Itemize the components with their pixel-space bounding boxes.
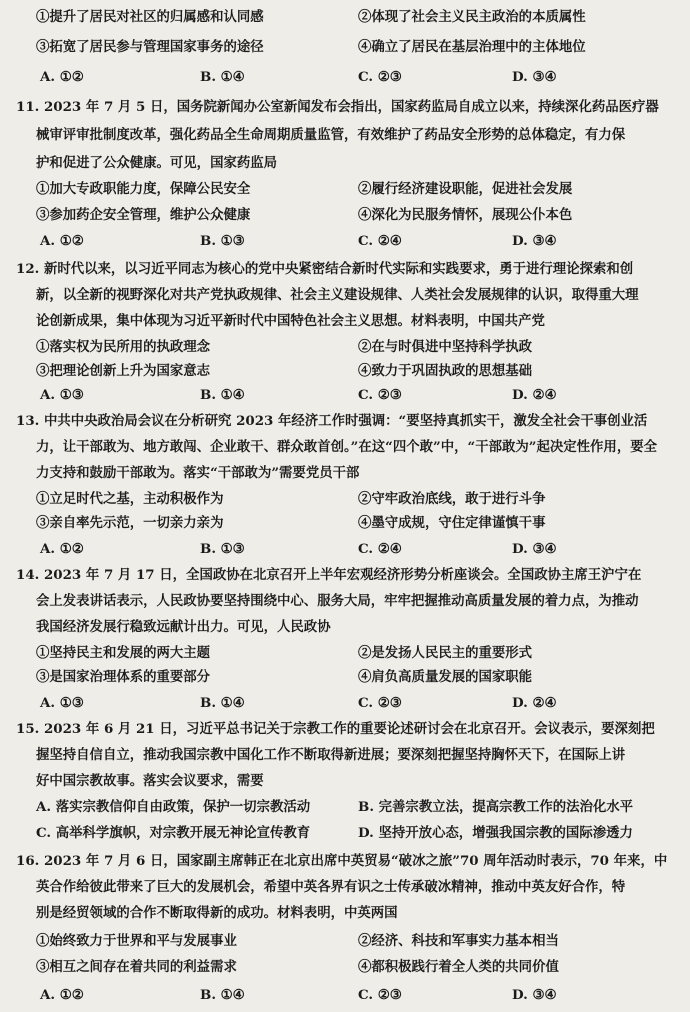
q14-stem-line1	[0, 564, 690, 586]
q16-answer-d[interactable]: D. ③④	[512, 987, 557, 1003]
q16-options-row2	[0, 956, 690, 978]
q12-option-4: ④致力于巩固执政的思想基础	[358, 363, 533, 379]
q14-stem-text: 会上发表讲话表示，人民政协要坚持围绕中心、服务大局，牢牢把握推动高质量发展的着力点，为推动	[36, 593, 639, 609]
q11-stem-line1	[0, 96, 690, 118]
q10-option-1: ①提升了居民对社区的归属感和认同感	[36, 9, 264, 25]
q11-option-1: ①加大专政职能力度，保障公民安全	[36, 181, 251, 197]
q11-answer-b[interactable]: B. ①③	[200, 233, 245, 249]
q16-stem-line1	[0, 850, 690, 872]
q16-answer-a[interactable]: A. ①②	[40, 987, 84, 1003]
q14-stem-line3	[0, 616, 690, 638]
q15-options-row1	[0, 796, 690, 818]
q14-answer-a[interactable]: A. ①③	[40, 695, 84, 711]
q11-answer-a[interactable]: A. ①②	[40, 233, 84, 249]
q15-answer-b[interactable]: B. 完善宗教立法，提高宗教工作的法治化水平	[358, 799, 634, 815]
q12-stem-line2	[0, 284, 690, 306]
q11-answer-d[interactable]: D. ③④	[512, 233, 557, 249]
q11-option-4: ④深化为民服务情怀，展现公仆本色	[358, 207, 573, 223]
q10-option-4: ④确立了居民在基层治理中的主体地位	[358, 39, 586, 55]
q14-stem-text: 我国经济发展行稳致远献计出力。可见，人民政协	[36, 619, 331, 635]
q15-answer-a[interactable]: A. 落实宗教信仰自由政策，保护一切宗教活动	[36, 799, 311, 815]
q16-option-3: ③相互之间存在着共同的利益需求	[36, 959, 237, 975]
q15-stem-text: 好中国宗教故事。落实会议要求，需要	[36, 773, 264, 789]
q14-options-row1	[0, 642, 690, 664]
q13-option-4: ④墨守成规，守住定律谨慎干事	[358, 515, 546, 531]
q15-stem-text: 握坚持自信自立，推动我国宗教中国化工作不断取得新进展；要深刻把握坚持胸怀天下，在国际上讲	[36, 747, 626, 763]
q12-answer-d[interactable]: D. ②④	[512, 387, 557, 403]
q10-option-3: ③拓宽了居民参与管理国家事务的途径	[36, 39, 264, 55]
q12-stem-text: 新，以全新的视野深化对共产党执政规律、社会主义建设规律、人类社会发展规律的认识，取得重大理	[36, 287, 639, 303]
q11-answer-c[interactable]: C. ②④	[358, 233, 402, 249]
q11-option-2: ②履行经济建设职能，促进社会发展	[358, 181, 573, 197]
q16-stem-line2	[0, 876, 690, 898]
q14-answer-b[interactable]: B. ①④	[200, 695, 245, 711]
q12-answer-a[interactable]: A. ①③	[40, 387, 84, 403]
q10-answer-a[interactable]: A. ①②	[40, 69, 84, 85]
q15-answer-d[interactable]: D. 坚持开放心态，增强我国宗教的国际渗透力	[358, 825, 633, 841]
q10-answer-c[interactable]: C. ②③	[358, 69, 402, 85]
q10-option-2: ②体现了社会主义民主政治的本质属性	[358, 9, 586, 25]
q14-options-row2	[0, 666, 690, 688]
q14-answers	[0, 692, 690, 714]
q14-answer-d[interactable]: D. ②④	[512, 695, 557, 711]
q13-option-3: ③亲自率先示范，一切亲力亲为	[36, 515, 224, 531]
q13-stem-line2	[0, 436, 690, 458]
q15-stem-line2	[0, 744, 690, 766]
q16-option-1: ①始终致力于世界和平与发展事业	[36, 933, 237, 949]
q12-option-3: ③把理论创新上升为国家意志	[36, 363, 211, 379]
q16-stem-text: 英合作给彼此带来了巨大的发展机会，希望中英各界有识之士传承破冰精神，推动中英友好合作，特	[36, 879, 626, 895]
q12-stem-line1	[0, 258, 690, 280]
q16-answers	[0, 984, 690, 1006]
q10-options-row2	[0, 36, 690, 58]
q11-stem-line2	[0, 124, 690, 146]
q16-answer-b[interactable]: B. ①④	[200, 987, 245, 1003]
q16-option-2: ②经济、科技和军事实力基本相当	[358, 933, 559, 949]
q12-answer-c[interactable]: C. ②③	[358, 387, 402, 403]
q13-answer-b[interactable]: B. ①③	[200, 541, 245, 557]
q12-option-1: ①落实权为民所用的执政理念	[36, 339, 211, 355]
q16-options-row1	[0, 930, 690, 952]
q13-stem-text: 13. 中共中央政治局会议在分析研究 2023 年经济工作时强调：“要坚持真抓实干，激发全社会干事创业活	[16, 413, 648, 429]
q16-answer-c[interactable]: C. ②③	[358, 987, 402, 1003]
q11-options-row2	[0, 204, 690, 226]
q12-stem-text: 12. 新时代以来，以习近平同志为核心的党中央紧密结合新时代实际和实践要求，勇于进行理论探索和创	[16, 261, 634, 277]
q10-options-row1	[0, 6, 690, 28]
q11-stem-text: 11. 2023 年 7 月 5 日，国务院新闻办公室新闻发布会指出，国家药监局自成立以来，持续深化药品医疗器	[16, 99, 659, 115]
q13-option-1: ①立足时代之基，主动积极作为	[36, 491, 224, 507]
q10-answer-d[interactable]: D. ③④	[512, 69, 557, 85]
q11-stem-line3	[0, 152, 690, 174]
q14-option-2: ②是发扬人民民主的重要形式	[358, 645, 533, 661]
q14-stem-text: 14. 2023 年 7 月 17 日，全国政协在北京召开上半年宏观经济形势分析座谈会。全国政协主席王沪宁在	[16, 567, 642, 583]
q13-options-row2	[0, 512, 690, 534]
q15-answer-c[interactable]: C. 高举科学旗帜，对宗教开展无神论宣传教育	[36, 825, 311, 841]
q12-stem-line3	[0, 310, 690, 332]
q11-answers	[0, 230, 690, 252]
q13-stem-text: 力支持和鼓励干部敢为。落实“干部敢为”需要党员干部	[36, 465, 360, 481]
q11-options-row1	[0, 178, 690, 200]
q15-stem-line3	[0, 770, 690, 792]
q13-stem-line3	[0, 462, 690, 484]
q13-answer-a[interactable]: A. ①②	[40, 541, 84, 557]
q12-option-2: ②在与时俱进中坚持科学执政	[358, 339, 533, 355]
q13-stem-line1	[0, 410, 690, 432]
q13-stem-text: 力，让干部敢为、地方敢闯、企业敢干、群众敢首创。”在这“四个敢”中，“干部敢为”起决定性作用，要全	[36, 439, 657, 455]
q12-options-row2	[0, 360, 690, 382]
q13-options-row1	[0, 488, 690, 510]
q11-stem-text: 械审评审批制度改革，强化药品全生命周期质量监管，有效维护了药品安全形势的总体稳定，有力保	[36, 127, 626, 143]
q12-answers	[0, 384, 690, 406]
q13-answers	[0, 538, 690, 560]
q15-stem-line1	[0, 718, 690, 740]
q16-stem-text: 16. 2023 年 7 月 6 日，国家副主席韩正在北京出席中英贸易“破冰之旅”70 周年活动时表示，70 年来，中	[16, 853, 668, 869]
q14-stem-line2	[0, 590, 690, 612]
q15-stem-text: 15. 2023 年 6 月 21 日，习近平总书记关于宗教工作的重要论述研讨会在北京召开。会议表示，要深刻把	[16, 721, 655, 737]
q14-answer-c[interactable]: C. ②③	[358, 695, 402, 711]
q14-option-4: ④肩负高质量发展的国家职能	[358, 669, 533, 685]
q10-answer-b[interactable]: B. ①④	[200, 69, 245, 85]
q12-stem-text: 论创新成果，集中体现为习近平新时代中国特色社会主义思想。材料表明，中国共产党	[36, 313, 545, 329]
q11-option-3: ③参加药企安全管理，维护公众健康	[36, 207, 251, 223]
q14-option-3: ③是国家治理体系的重要部分	[36, 669, 211, 685]
q13-answer-d[interactable]: D. ③④	[512, 541, 557, 557]
q15-options-row2	[0, 822, 690, 844]
q12-answer-b[interactable]: B. ①④	[200, 387, 245, 403]
q16-stem-text: 别是经贸领域的合作不断取得新的成功。材料表明，中英两国	[36, 905, 398, 921]
q16-option-4: ④都积极践行着全人类的共同价值	[358, 959, 559, 975]
q10-answers	[0, 66, 690, 88]
q13-option-2: ②守牢政治底线，敢于进行斗争	[358, 491, 546, 507]
q12-options-row1	[0, 336, 690, 358]
q13-answer-c[interactable]: C. ②④	[358, 541, 402, 557]
q11-stem-text: 护和促进了公众健康。可见，国家药监局	[36, 155, 278, 171]
q14-option-1: ①坚持民主和发展的两大主题	[36, 645, 211, 661]
q16-stem-line3	[0, 902, 690, 924]
